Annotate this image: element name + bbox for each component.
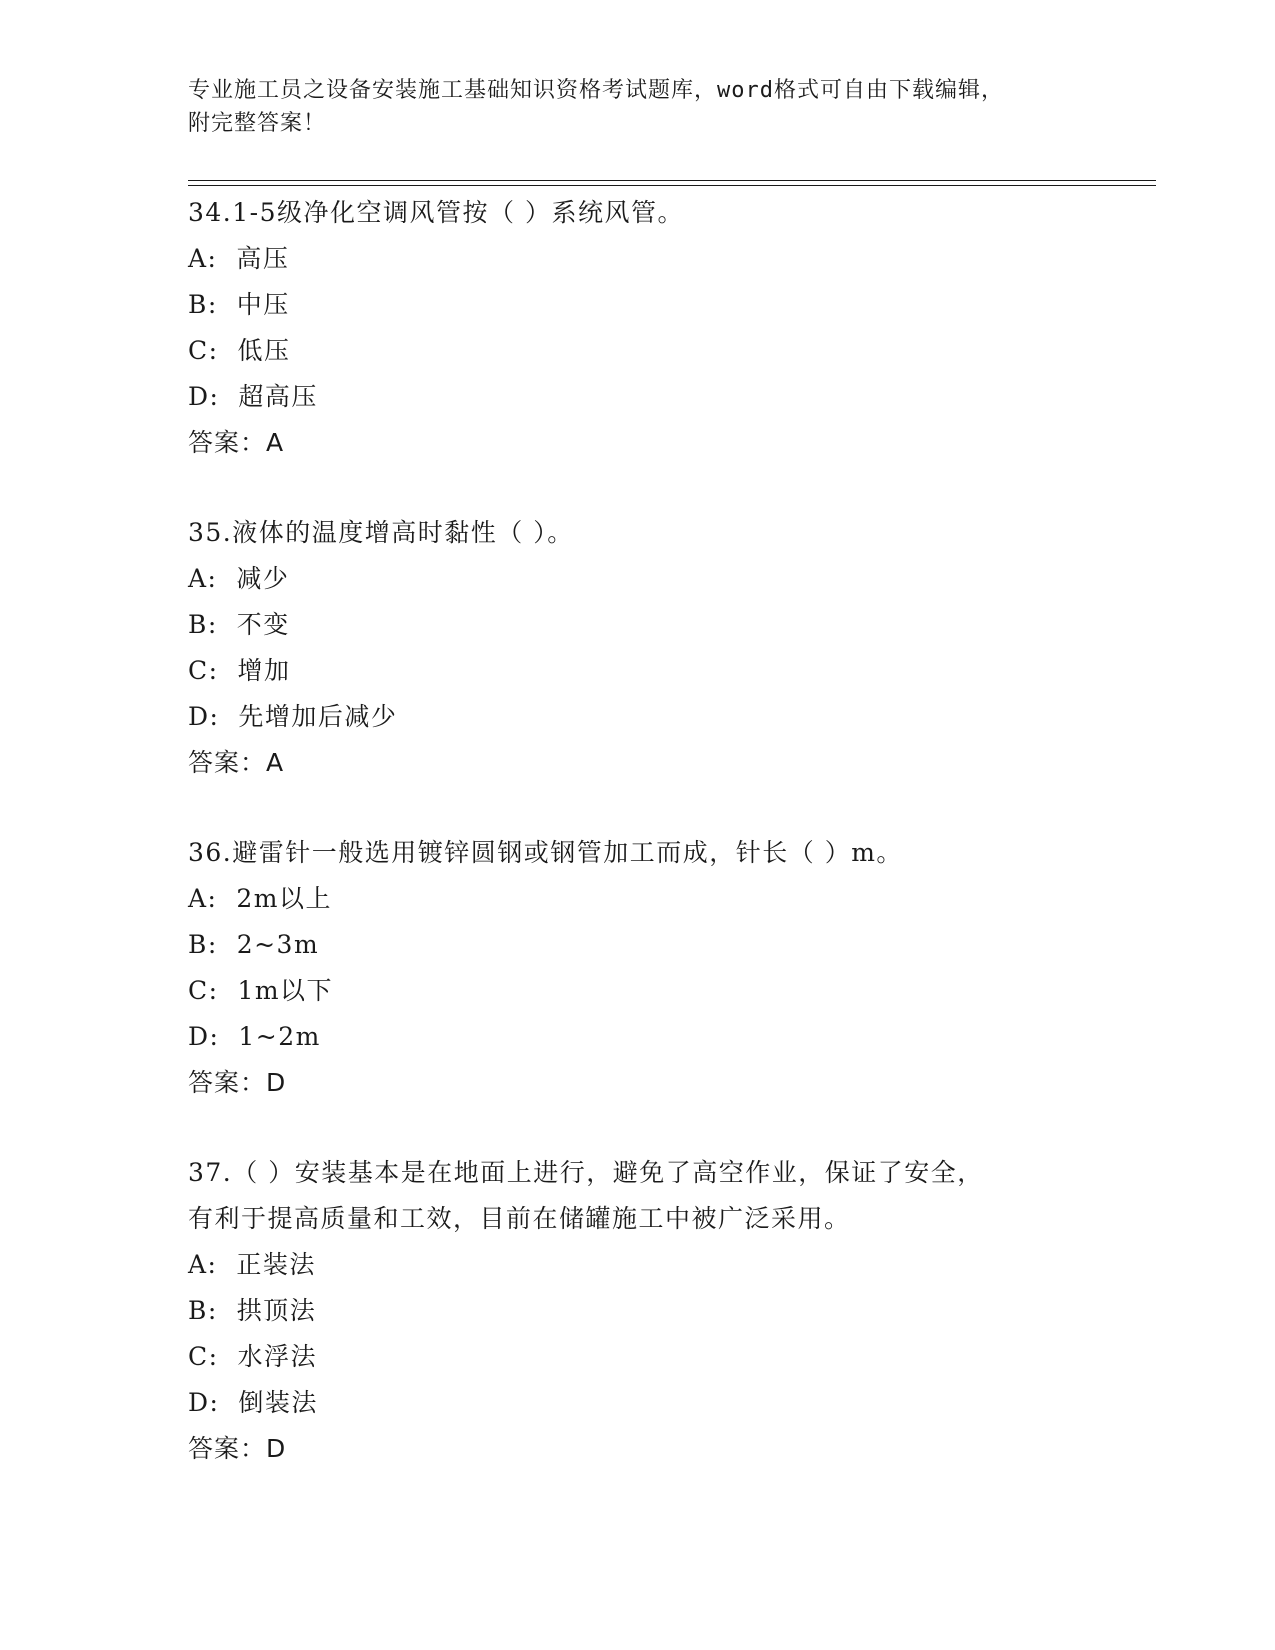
option-c: C: 增加 (188, 656, 291, 685)
option-c: C: 水浮法 (188, 1342, 317, 1371)
option-d: D: 倒装法 (188, 1388, 318, 1417)
option-d: D: 超高压 (188, 382, 318, 411)
answer-line: 答案：A (188, 428, 285, 457)
header-divider-bottom (188, 185, 1156, 186)
option-b: B: 中压 (188, 290, 290, 319)
option-b: B: 不变 (188, 610, 290, 639)
question-35 (188, 510, 1088, 786)
question-34 (188, 190, 1088, 466)
option-d: D: 先增加后减少 (188, 702, 398, 731)
option-c: C: 1m以下 (188, 976, 334, 1005)
option-c: C: 低压 (188, 336, 291, 365)
document-header: 专业施工员之设备安装施工基础知识资格考试题库，word格式可自由下载编辑， 附完整答案！ (188, 78, 1004, 136)
option-a: A: 正装法 (188, 1250, 316, 1279)
option-b: B: 拱顶法 (188, 1296, 317, 1325)
option-a: A: 高压 (188, 244, 290, 273)
question-stem: 36.避雷针一般选用镀锌圆钢或钢管加工而成，针长（ ）m。 (188, 838, 903, 867)
question-stem: 35.液体的温度增高时黏性（ ）。 (188, 518, 574, 547)
answer-line: 答案：D (188, 1434, 287, 1463)
option-a: A: 2m以上 (188, 884, 332, 913)
header-divider-top (188, 180, 1156, 181)
question-37 (188, 1150, 1088, 1472)
question-stem: 37.（ ）安装基本是在地面上进行，避免了高空作业，保证了安全， 有利于提高质量和工效，目前在储罐施工中被广泛采用。 (188, 1158, 984, 1233)
option-b: B: 2~3m (188, 930, 320, 959)
answer-line: 答案：A (188, 748, 285, 777)
answer-line: 答案：D (188, 1068, 287, 1097)
question-36 (188, 830, 1088, 1106)
question-stem: 34.1-5级净化空调风管按（ ）系统风管。 (188, 198, 684, 227)
option-a: A: 减少 (188, 564, 290, 593)
option-d: D: 1~2m (188, 1022, 321, 1051)
